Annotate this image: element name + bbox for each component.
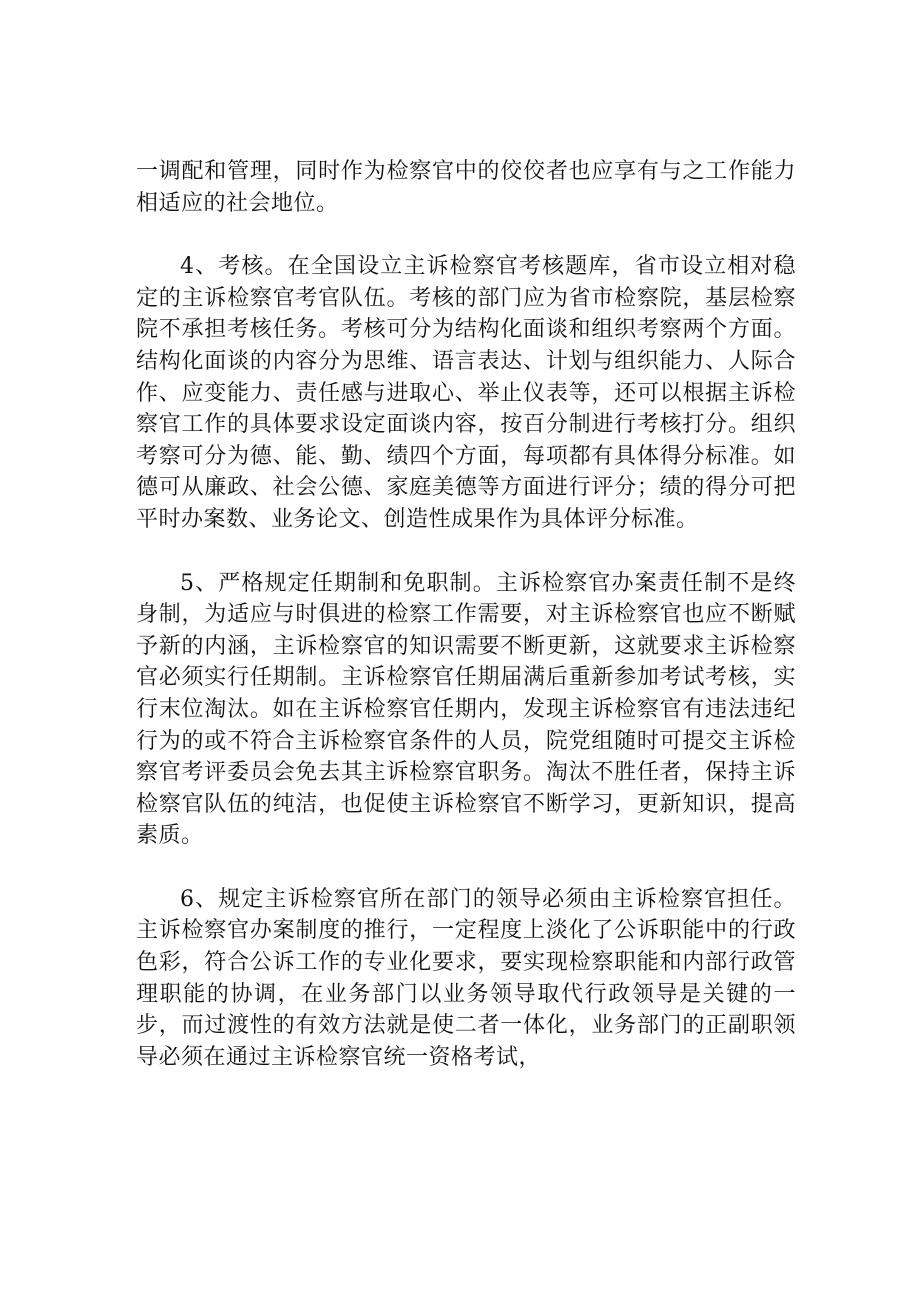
paragraph-term-system: 5、严格规定任期制和免职制。主诉检察官办案责任制不是终身制，为适应与时俱进的检察工作需要，对主诉检察官也应不断赋予新的内涵，主诉检察官的知识需要不断更新，这就要求主诉检察官必须实行任期制。主诉检察官任期届满后重新参加考试考核，实行末位淘汰。如在主诉检察官任期内，发现主诉检察官有违法违纪行为的或不符合主诉检察官条件的人员，院党组随时可提交主诉检察官考评委员会免去其主诉检察官职务。淘汰不胜任者，保持主诉检察官队伍的纯洁，也促使主诉检察官不断学习，更新知识，提高素质。 bbox=[136, 570, 796, 849]
document-body bbox=[136, 156, 796, 1073]
paragraph-continuation: 一调配和管理，同时作为检察官中的佼佼者也应享有与之工作能力相适应的社会地位。 bbox=[136, 159, 796, 216]
paragraph-department-leadership: 6、规定主诉检察官所在部门的领导必须由主诉检察官担任。主诉检察官办案制度的推行，一定程度上淡化了公诉职能中的行政色彩，符合公诉工作的专业化要求，要实现检察职能和内部行政管理职能的协调，在业务部门以业务领导取代行政领导是关键的一步，而过渡性的有效方法就是使二者一体化，业务部门的正副职领导必须在通过主诉检察官统一资格考试， bbox=[136, 886, 796, 1070]
paragraph-assessment: 4、考核。在全国设立主诉检察官考核题库，省市设立相对稳定的主诉检察官考官队伍。考核的部门应为省市检察院，基层检察院不承担考核任务。考核可分为结构化面谈和组织考察两个方面。结构化面谈的内容分为思维、语言表达、计划与组织能力、人际合作、应变能力、责任感与进取心、举止仪表等，还可以根据主诉检察官工作的具体要求设定面谈内容，按百分制进行考核打分。组织考察可分为德、能、勤、绩四个方面，每项都有具体得分标准。如德可从廉政、社会公德、家庭美德等方面进行评分；绩的得分可把平时办案数、业务论文、创造性成果作为具体评分标准。 bbox=[136, 254, 796, 532]
